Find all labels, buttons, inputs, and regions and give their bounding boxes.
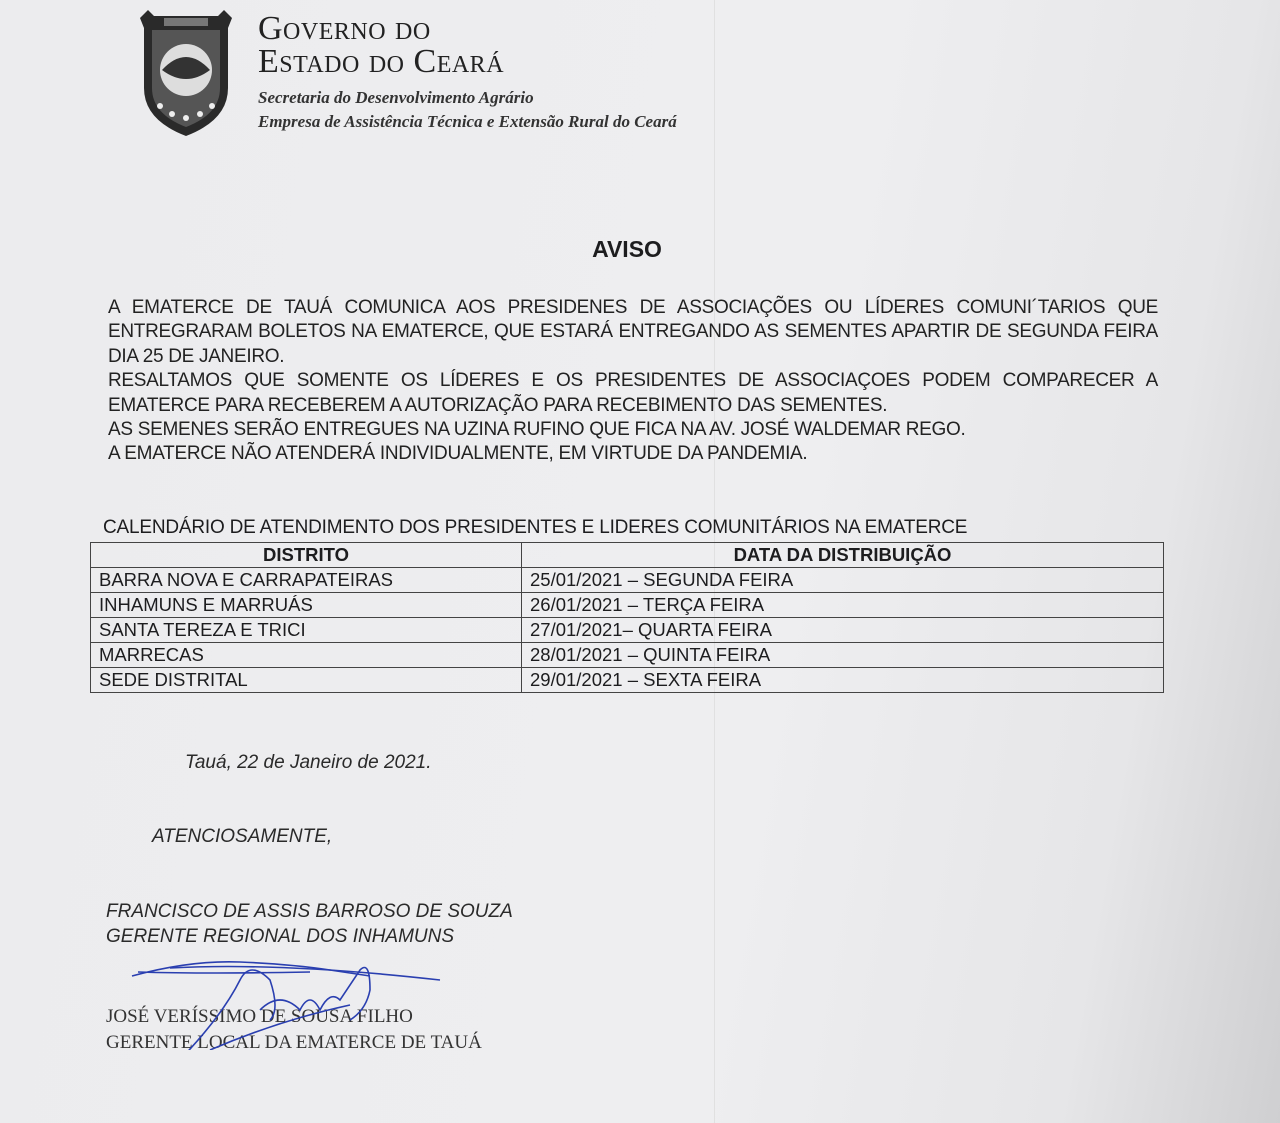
table-row [91,618,1164,643]
government-title [258,12,504,78]
secretariat-name: Secretaria do Desenvolvimento Agrário [258,88,534,107]
distribution-schedule-table [90,542,1164,693]
district-cell: INHAMUNS E MARRUÁS [91,593,522,618]
closing: ATENCIOSAMENTE, [152,826,333,847]
notice-title: AVISO [592,236,662,262]
date-cell: 25/01/2021 – SEGUNDA FEIRA [522,568,1164,593]
paragraph: A EMATERCE NÃO ATENDERÁ INDIVIDUALMENTE, EM VIRTUDE DA PANDEMIA. [108,443,808,465]
title-line-1: Governo do [258,10,431,47]
date-cell: 28/01/2021 – QUINTA FEIRA [522,643,1164,668]
company-name: Empresa de Assistência Técnica e Extensão Rural do Ceará [258,112,677,131]
date-cell: 27/01/2021– QUARTA FEIRA [522,618,1164,643]
signatory2-role: GERENTE LOCAL DA EMATERCE DE TAUÁ [106,1032,482,1053]
paragraph: RESALTAMOS QUE SOMENTE OS LÍDERES E OS PRESIDENTES DE ASSOCIAÇOES PODEM COMPARECER A EMATERCE PARA RECEBEREM A AUTORIZAÇÃO PARA RECEBIMENTO DAS SEMENTES. [108,370,1158,416]
notice-body [108,296,1158,467]
date-line: Tauá, 22 de Janeiro de 2021. [185,752,432,773]
table-header-row [91,543,1164,568]
table-row [91,643,1164,668]
column-header-district: DISTRITO [91,543,522,568]
signatory1-role: GERENTE REGIONAL DOS INHAMUNS [106,926,455,947]
table-caption: CALENDÁRIO DE ATENDIMENTO DOS PRESIDENTES E LIDERES COMUNITÁRIOS NA EMATERCE [103,517,968,538]
signatory1-name: FRANCISCO DE ASSIS BARROSO DE SOUZA [106,901,513,922]
district-cell: MARRECAS [91,643,522,668]
date-cell: 29/01/2021 – SEXTA FEIRA [522,668,1164,693]
column-header-date: DATA DA DISTRIBUIÇÃO [522,543,1164,568]
district-cell: SEDE DISTRITAL [91,668,522,693]
paragraph: A EMATERCE DE TAUÁ COMUNICA AOS PRESIDENES DE ASSOCIAÇÕES OU LÍDERES COMUNI´TARIOS QUE ENTREGRARAM BOLETOS NA EMATERCE, QUE ESTARÁ ENTREGANDO AS SEMENTES APARTIR DE SEGUNDA FEIRA DIA 25 DE JANEIRO. [108,297,1158,367]
signatory2-name: JOSÉ VERÍSSIMO DE SOUSA FILHO [106,1006,413,1027]
table-row [91,568,1164,593]
table-row [91,668,1164,693]
title-line-2: Estado do Ceará [258,43,505,80]
district-cell: BARRA NOVA E CARRAPATEIRAS [91,568,522,593]
date-cell: 26/01/2021 – TERÇA FEIRA [522,593,1164,618]
ceara-coat-of-arms-logo [124,8,248,138]
paragraph: AS SEMENES SERÃO ENTREGUES NA UZINA RUFINO QUE FICA NA AV. JOSÉ WALDEMAR REGO. [108,419,966,441]
handwritten-signature [130,950,470,1050]
district-cell: SANTA TEREZA E TRICI [91,618,522,643]
table-row [91,593,1164,618]
